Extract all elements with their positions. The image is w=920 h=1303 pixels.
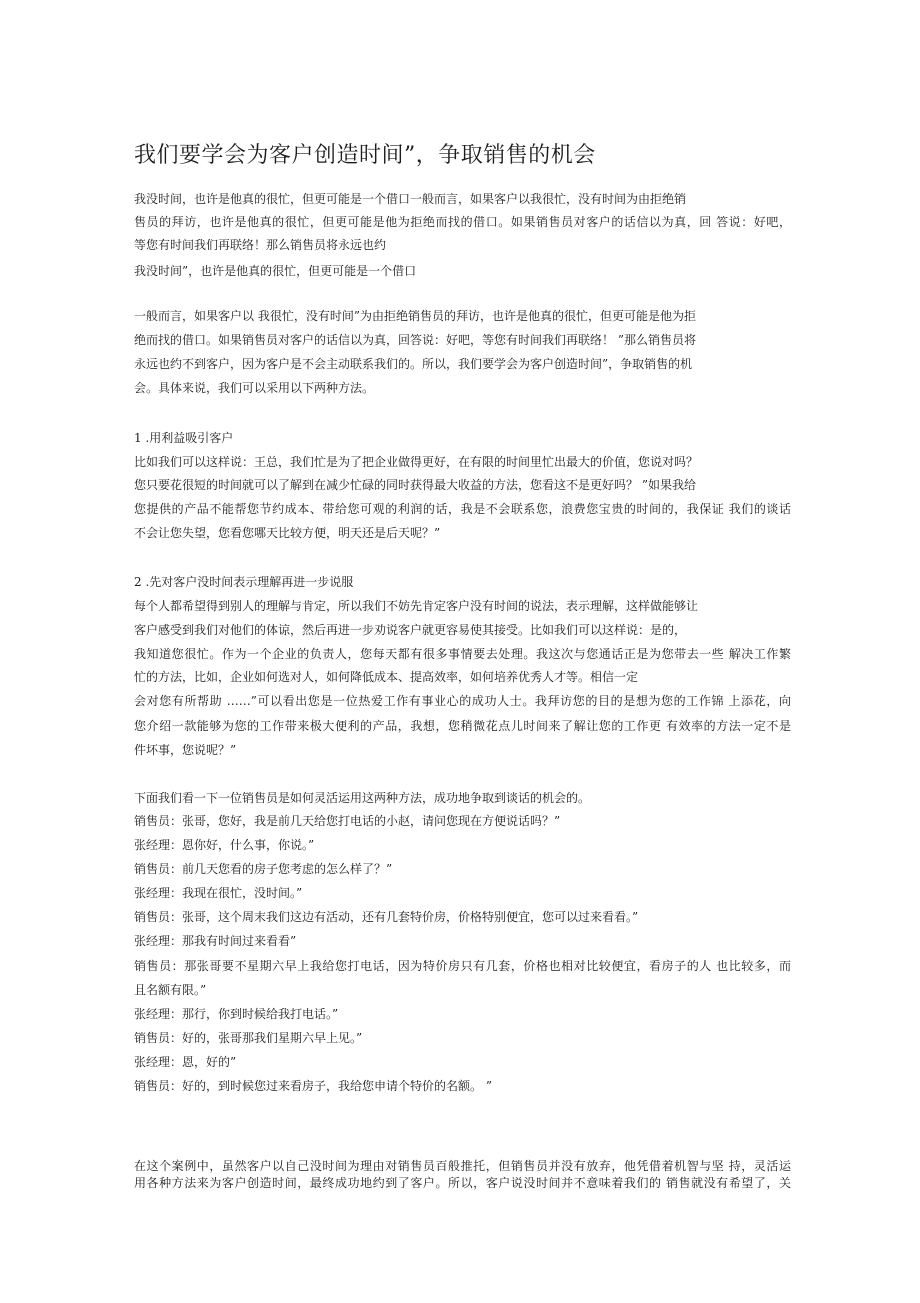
paragraph-line: 在这个案例中，虽然客户以自己没时间为理由对销售员百般推托，但销售员并没有放弃，他凭借着机智与坚 持，灵活运	[134, 1159, 791, 1173]
paragraph-line: 一般而言，如果客户以 我很忙，没有时间”为由拒绝销售员的拜访，也许是他真的很忙，但更可能是他为拒	[134, 309, 696, 323]
paragraph-line: 下面我们看一下一位销售员是如何灵活运用这两种方法，成功地争取到谈话的机会的。	[134, 791, 591, 805]
dialogue-line: 且名额有限。”	[134, 983, 207, 997]
dialogue-line: 销售员：张哥，这个周末我们这边有活动，还有几套特价房，价格特别便宜，您可以过来看看。”	[134, 910, 639, 924]
paragraph-line: 您介绍一款能够为您的工作带来极大便利的产品，我想，您稍微花点儿时间来了解让您的工作更 有效率的方法一定不是	[134, 719, 791, 733]
paragraph-line: 我没时间，也许是他真的很忙，但更可能是一个借口一般而言，如果客户以我很忙，没有时间为由拒绝销	[134, 192, 687, 206]
dialogue-line: 张经理：恩，好的”	[134, 1055, 237, 1069]
paragraph-line: 您只要花很短的时间就可以了解到在减少忙碌的同时获得最大收益的方法，您看这不是更好吗？ ”如果我给	[134, 478, 696, 492]
dialogue-line: 张经理：那我有时间过来看看”	[134, 934, 297, 948]
paragraph-line: 我没时间”，也许是他真的很忙，但更可能是一个借口	[134, 264, 417, 278]
paragraph-line: 会。具体来说，我们可以采用以下两种方法。	[134, 381, 375, 395]
paragraph-line: 我知道您很忙。作为一个企业的负责人，您每天都有很多事情要去处理。我这次与您通话正是为您带去一些 解决工作繁	[134, 647, 791, 661]
paragraph-line: 客户感受到我们对他们的体谅，然后再进一步劝说客户就更容易使其接受。比如我们可以这样说：是的，	[134, 623, 687, 637]
paragraph-line: 件坏事，您说呢？”	[134, 743, 237, 757]
section-heading: 1 .用利益吸引客户	[134, 431, 234, 445]
page-title: 我们要学会为客户创造时间”，争取销售的机会	[134, 143, 596, 168]
dialogue-line: 张经理：那行，你到时候给我打电话。”	[134, 1007, 339, 1021]
dialogue-line: 销售员：好的，到时候您过来看房子，我给您申请个特价的名额。 ”	[134, 1079, 492, 1093]
paragraph-line: 绝而找的借口。如果销售员对客户的话信以为真，回答说：好吧，等您有时间我们再联络！ ”那么销售员将	[134, 333, 696, 347]
dialogue-line: 张经理：恩你好，什么事，你说。”	[134, 838, 315, 852]
dialogue-line: 销售员：张哥，您好，我是前几天给您打电话的小赵，请问您现在方便说话吗？”	[134, 814, 561, 828]
section-heading: 2 .先对客户没时间表示理解再进一步说服	[134, 575, 354, 589]
paragraph-line: 永远也约不到客户，因为客户是不会主动联系我们的。所以，我们要学会为客户创造时间”，争取销售的机	[134, 357, 693, 371]
dialogue-line: 销售员：那张哥要不星期六早上我给您打电话，因为特价房只有几套，价格也相对比较便宜，看房子的人 也比较多，而	[134, 959, 791, 973]
dialogue-line: 张经理：我现在很忙，没时间。”	[134, 886, 303, 900]
paragraph-line: 等您有时间我们再联络！那么销售员将永远也约	[134, 238, 387, 252]
dialogue-line: 销售员：前几天您看的房子您考虑的怎么样了？”	[134, 862, 393, 876]
paragraph-line: 用各种方法来为客户创造时间，最终成功地约到了客户。所以，客户说没时间并不意味着我们的 销售就没有希望了，关	[134, 1176, 791, 1190]
paragraph-line: 会对您有所帮助 ……”可以看出您是一位热爱工作有事业心的成功人士。我拜访您的目的是想为您的工作锦 上添花，向	[134, 694, 791, 708]
paragraph-line: 忙的方法，比如，企业如何选对人，如何降低成本、提高效率，如何培养优秀人才等。相信一定	[134, 670, 639, 684]
paragraph-line: 不会让您失望，您看您哪天比较方便，明天还是后天呢？”	[134, 526, 441, 540]
dialogue-line: 销售员：好的，张哥那我们星期六早上见。”	[134, 1031, 363, 1045]
paragraph-line: 售员的拜访，也许是他真的很忙，但更可能是他为拒绝而找的借口。如果销售员对客户的话信以为真，回 答说：好吧，	[134, 215, 791, 229]
paragraph-line: 您提供的产品不能帮您节约成本、带给您可观的利润的话，我是不会联系您，浪费您宝贵的时间的，我保证 我们的谈话	[134, 502, 791, 516]
paragraph-line: 比如我们可以这样说：王总，我们忙是为了把企业做得更好，在有限的时间里忙出最大的价值，您说对吗？	[134, 455, 699, 469]
paragraph-line: 每个人都希望得到别人的理解与肯定，所以我们不妨先肯定客户没有时间的说法，表示理解，这样做能够让	[134, 599, 699, 613]
